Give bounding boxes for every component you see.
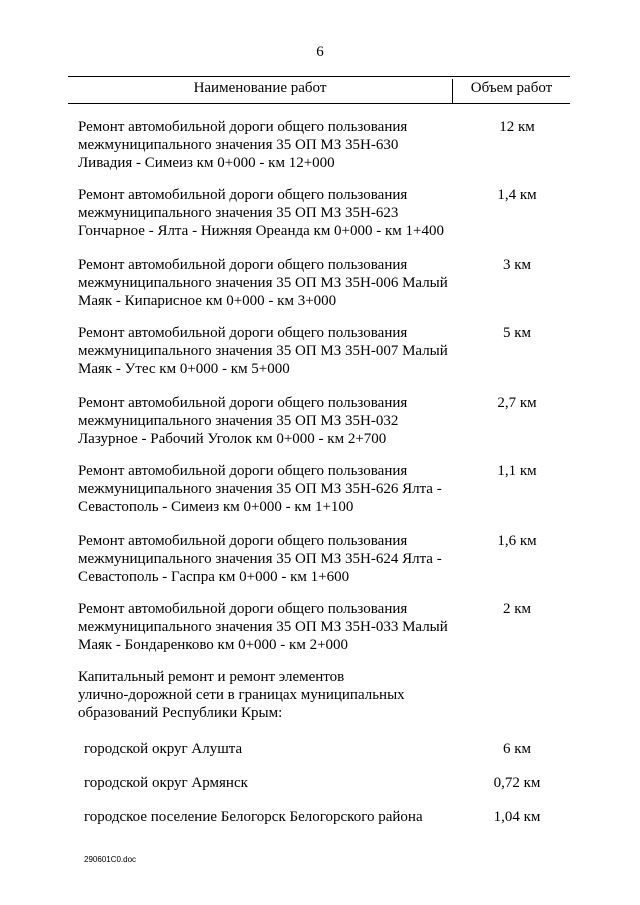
item-text-line: Ремонт автомобильной дороги общего пользования (78, 187, 408, 203)
item-text-line: Севастополь - Гаспра км 0+000 - км 1+600 (78, 569, 350, 585)
footer-code: 290601C0.doc (84, 855, 137, 864)
item-volume: 0,72 км (493, 775, 541, 791)
column-header-name: Наименование работ (193, 80, 327, 96)
item-text-line: Лазурное - Рабочий Уголок км 0+000 - км 2+700 (78, 431, 387, 447)
list-item (78, 186, 458, 240)
item-text-line: Ремонт автомобильной дороги общего пользования (78, 601, 408, 617)
item-volume: 2,7 км (497, 395, 537, 411)
item-text-line: межмуниципального значения 35 ОП МЗ 35Н-623 (78, 205, 399, 221)
item-text-line: Севастополь - Симеиз км 0+000 - км 1+100 (78, 499, 354, 515)
item-text-line: межмуниципального значения 35 ОП МЗ 35Н-624 Ялта - (78, 551, 442, 567)
item-text-line: Ремонт автомобильной дороги общего пользования (78, 463, 408, 479)
item-volume: 6 км (502, 741, 532, 757)
list-item (78, 394, 458, 448)
municipal-name: городской округ Армянск (84, 775, 248, 791)
item-text-line: межмуниципального значения 35 ОП МЗ 35Н-007 Малый (78, 343, 448, 359)
page-number: 6 (316, 44, 324, 60)
list-item (78, 462, 458, 516)
item-text-line: межмуниципального значения 35 ОП МЗ 35Н-630 (78, 137, 399, 153)
list-item (84, 808, 464, 826)
item-text-line: межмуниципального значения 35 ОП МЗ 35Н-006 Малый (78, 275, 448, 291)
column-header-volume: Объем работ (470, 80, 553, 96)
item-text-line: Маяк - Утес км 0+000 - км 5+000 (78, 361, 290, 377)
item-volume: 3 км (502, 257, 532, 273)
list-item (78, 256, 458, 310)
list-item (84, 774, 464, 792)
item-text-line: межмуниципального значения 35 ОП МЗ 35Н-032 (78, 413, 399, 429)
item-volume: 1,4 км (497, 187, 537, 203)
section-heading-line: образований Республики Крым: (78, 705, 283, 721)
item-volume: 2 км (502, 601, 532, 617)
section-heading-line: Капитальный ремонт и ремонт элементов (78, 669, 345, 685)
list-item (78, 118, 458, 172)
item-volume: 1,6 км (497, 533, 537, 549)
item-volume: 12 км (499, 119, 535, 135)
municipal-name: городское поселение Белогорск Белогорского района (84, 809, 423, 825)
list-item (78, 532, 458, 586)
item-text-line: межмуниципального значения 35 ОП МЗ 35Н-033 Малый (78, 619, 448, 635)
item-volume: 5 км (502, 325, 532, 341)
municipal-name: городской округ Алушта (84, 741, 243, 757)
list-item (84, 740, 464, 758)
section-heading (78, 668, 458, 722)
item-text-line: Ремонт автомобильной дороги общего пользования (78, 325, 408, 341)
item-text-line: Ремонт автомобильной дороги общего пользования (78, 257, 408, 273)
item-volume: 1,04 км (493, 809, 541, 825)
item-volume: 1,1 км (497, 463, 537, 479)
item-text-line: межмуниципального значения 35 ОП МЗ 35Н-626 Ялта - (78, 481, 442, 497)
item-text-line: Ливадия - Симеиз км 0+000 - км 12+000 (78, 155, 335, 171)
table-header (68, 76, 570, 104)
list-item (78, 324, 458, 378)
item-text-line: Ремонт автомобильной дороги общего пользования (78, 395, 408, 411)
item-text-line: Ремонт автомобильной дороги общего пользования (78, 533, 408, 549)
item-text-line: Маяк - Кипарисное км 0+000 - км 3+000 (78, 293, 337, 309)
section-heading-line: улично-дорожной сети в границах муниципальных (78, 687, 405, 703)
item-text-line: Ремонт автомобильной дороги общего пользования (78, 119, 408, 135)
list-item (78, 600, 458, 654)
item-text-line: Маяк - Бондаренково км 0+000 - км 2+000 (78, 637, 349, 653)
item-text-line: Гончарное - Ялта - Нижняя Ореанда км 0+000 - км 1+400 (78, 223, 444, 239)
